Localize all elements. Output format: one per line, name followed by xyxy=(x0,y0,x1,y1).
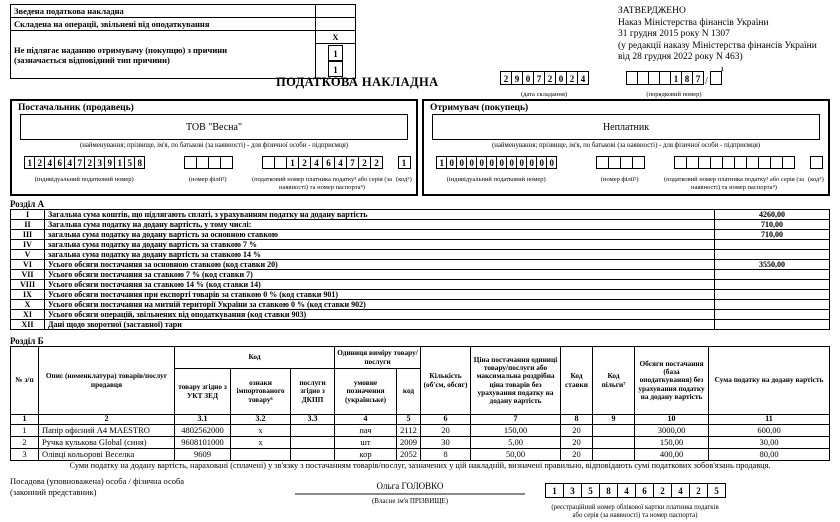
buyer-branch-group xyxy=(593,156,646,184)
seller-code-label: (код⁵) xyxy=(396,176,412,183)
digit-box: 0 xyxy=(516,156,527,169)
cell: 4802562000 xyxy=(175,425,231,437)
cell xyxy=(593,425,635,437)
official-person-label xyxy=(10,476,184,498)
cell xyxy=(715,290,830,300)
digit-box: 2 xyxy=(689,483,708,498)
cell: Усього обсяги операцій, звільнених від оподаткування (код ставки 903) xyxy=(45,310,715,320)
number-boxes xyxy=(626,71,703,88)
cell xyxy=(715,300,830,310)
cell: X xyxy=(11,300,45,310)
digit-box: 4 xyxy=(671,483,690,498)
col-header-import: ознаки імпортованого товару⁶ xyxy=(231,369,291,415)
date-boxes xyxy=(500,71,588,89)
col-number: 1 xyxy=(11,415,39,425)
digit-box: 0 xyxy=(446,156,457,169)
table-row xyxy=(11,320,830,330)
digit-box: 6 xyxy=(54,156,65,169)
section-a xyxy=(10,199,830,330)
buyer-branch-label: (номер філії²) xyxy=(600,176,639,183)
cell: 30 xyxy=(421,437,471,449)
table-row xyxy=(11,260,830,270)
seller-taxnum-boxes xyxy=(256,156,388,174)
cell xyxy=(291,449,335,461)
cell xyxy=(231,449,291,461)
cell: 4260,00 xyxy=(715,210,830,220)
cell: Загальна сума коштів, що підлягають сплаті, з урахуванням податку на додану вартість xyxy=(45,210,715,220)
date-block xyxy=(500,71,588,99)
column-number-row xyxy=(11,415,830,425)
cell: кор xyxy=(335,449,397,461)
section-b-title: Розділ Б xyxy=(10,336,44,346)
reason-type-digit: 1 xyxy=(328,45,343,61)
cell xyxy=(593,437,635,449)
seller-block xyxy=(10,99,418,196)
table-row xyxy=(11,220,830,230)
col-header-vat: Сума податку на додану вартість xyxy=(709,347,830,415)
seller-ipn-boxes xyxy=(19,156,149,174)
cell: VI xyxy=(11,260,45,270)
cell: I xyxy=(11,210,45,220)
digit-box: 1 xyxy=(286,156,299,169)
cell: 8 xyxy=(421,449,471,461)
table-row xyxy=(11,210,830,220)
digit-box: 0 xyxy=(486,156,497,169)
digit-box: 1 xyxy=(436,156,447,169)
cell: загальна сума податку на додану вартість за ставкою 7 % xyxy=(45,240,715,250)
cell: пач xyxy=(335,425,397,437)
cell: 9609 xyxy=(175,449,231,461)
digit-box: 2 xyxy=(544,71,556,85)
section-a-title: Розділ А xyxy=(10,199,45,209)
buyer-code-label: (код⁵) xyxy=(808,176,824,183)
buyer-name-field: Неплатник xyxy=(432,114,820,140)
digit-box: 0 xyxy=(555,71,567,85)
buyer-code-box xyxy=(808,156,823,174)
col-number: 7 xyxy=(471,415,561,425)
not-issued-line1: Не підлягає наданню отримувачу (покупцю) з причини xyxy=(14,44,228,55)
col-number: 2 xyxy=(39,415,175,425)
cell: Папір офісний А4 MAESTRO xyxy=(39,425,175,437)
digit-box: 5 xyxy=(124,156,135,169)
buyer-ipn-group xyxy=(431,156,561,184)
buyer-code-group xyxy=(808,156,823,184)
seller-ipn-label: (індивідуальний податковий номер) xyxy=(34,176,134,183)
digit-box: 5 xyxy=(707,483,726,498)
official-person-line1: Посадова (уповноважена) особа / фізична особа xyxy=(10,476,185,486)
approved-line: 31 грудня 2015 року N 1307 xyxy=(618,29,730,39)
cell: 2112 xyxy=(397,425,421,437)
registration-number-label-line1: (реєстраційний номер облікової картки платника податків xyxy=(551,504,719,511)
col-number: 4 xyxy=(335,415,397,425)
cell: Усього обсяги постачання за ставкою 14 % (код ставки 14) xyxy=(45,280,715,290)
number-block xyxy=(626,67,724,99)
approved-line: від 28 грудня 2022 року N 463) xyxy=(618,52,743,62)
col-header-num: № з/п xyxy=(11,347,39,415)
approved-line: Наказ Міністерства фінансів України xyxy=(618,17,769,28)
digit-box: 2 xyxy=(298,156,311,169)
col-header-volume: Обсяги постачання (база оподаткування) без урахування податку на додану вартість xyxy=(635,347,709,415)
cell: 20 xyxy=(421,425,471,437)
cell: х xyxy=(231,425,291,437)
cell: XI xyxy=(11,310,45,320)
buyer-ipn-label: (індивідуальний податковий номер) xyxy=(446,176,546,183)
cell: 30,00 xyxy=(709,437,830,449)
digit-box: 0 xyxy=(466,156,477,169)
table-row xyxy=(11,300,830,310)
digit-box: 2 xyxy=(653,483,672,498)
x-mark-cell: X xyxy=(316,31,356,44)
cell: Усього обсяги постачання за ставкою 7 % (код ставки 7) xyxy=(45,270,715,280)
cell: 150,00 xyxy=(471,425,561,437)
reason-type-cell xyxy=(316,44,356,79)
reason-type-digit: 1 xyxy=(328,61,343,77)
col-number: 6 xyxy=(421,415,471,425)
registration-number-boxes xyxy=(545,483,725,501)
digit-box: 0 xyxy=(496,156,507,169)
table-row xyxy=(11,240,830,250)
cell: Усього обсяги постачання при експорті товарів за ставкою 0 % (код ставки 901) xyxy=(45,290,715,300)
cell: 150,00 xyxy=(635,437,709,449)
digit-box: 5 xyxy=(581,483,600,498)
cell: х xyxy=(231,437,291,449)
digit-box: 8 xyxy=(599,483,618,498)
col-header-rate: Код ставки xyxy=(561,347,593,415)
cell xyxy=(291,425,335,437)
col-header-code-group: Код xyxy=(175,347,335,369)
buyer-taxnum-group xyxy=(663,156,805,191)
section-b-table xyxy=(10,346,830,461)
col-header-qty: Кількість (об'єм, обсяг) xyxy=(421,347,471,415)
col-number: 3.2 xyxy=(231,415,291,425)
cell: загальна сума податку на додану вартість за ставкою 14 % xyxy=(45,250,715,260)
digit-box: 6 xyxy=(322,156,335,169)
digit-box: 1 xyxy=(545,483,564,498)
number-label: (порядковий номер) xyxy=(646,91,702,98)
cell: загальна сума податку на додану вартість за основною ставкою xyxy=(45,230,715,240)
cell: VIII xyxy=(11,280,45,290)
cell: 5,00 xyxy=(471,437,561,449)
col-header-ukt: товару згідно з УКТ ЗЕД xyxy=(175,369,231,415)
buyer-taxnum-label: (податковий номер платника податку³ або серія (за наявності) та номер паспорта⁴) xyxy=(663,176,805,191)
col-number: 3.1 xyxy=(175,415,231,425)
digit-box: 1 xyxy=(670,71,682,85)
cell: 20 xyxy=(561,449,593,461)
digit-box: 4 xyxy=(617,483,636,498)
exempt-operations-label: Складена на операції, звільнені від оподаткування xyxy=(11,18,316,31)
cell: 9608101000 xyxy=(175,437,231,449)
cell: 2052 xyxy=(397,449,421,461)
digit-box: 8 xyxy=(681,71,693,85)
col-number: 3.3 xyxy=(291,415,335,425)
col-number: 9 xyxy=(593,415,635,425)
cell: 3000,00 xyxy=(635,425,709,437)
digit-box: 2 xyxy=(34,156,45,169)
col-header-dkpp: послуги згідно з ДКПП xyxy=(291,369,335,415)
cell: VII xyxy=(11,270,45,280)
cell: 1 xyxy=(11,425,39,437)
not-issued-line2: (зазначається відповідний тип причини) xyxy=(14,54,170,65)
digit-box: 7 xyxy=(74,156,85,169)
seller-code-group xyxy=(396,156,411,184)
cell xyxy=(715,250,830,260)
cell xyxy=(715,310,830,320)
cell xyxy=(593,449,635,461)
digit-box: 0 xyxy=(526,156,537,169)
page-title: ПОДАТКОВА НАКЛАДНА xyxy=(276,75,439,89)
seller-ipn-group xyxy=(19,156,149,184)
cell: 2009 xyxy=(397,437,421,449)
corner-table xyxy=(10,4,356,79)
digit-box: 2 xyxy=(370,156,383,169)
digit-box: 3 xyxy=(94,156,105,169)
summary-invoice-cell xyxy=(316,5,356,18)
cell: II xyxy=(11,220,45,230)
table-row xyxy=(11,449,830,461)
buyer-block xyxy=(422,99,830,196)
cell xyxy=(291,437,335,449)
date-label: (дата складання) xyxy=(520,91,568,98)
col-number: 5 xyxy=(397,415,421,425)
digit-box: 2 xyxy=(358,156,371,169)
digit-box: 4 xyxy=(44,156,55,169)
seller-branch-label: (номер філії²) xyxy=(188,176,227,183)
cell: XII xyxy=(11,320,45,330)
cell: IV xyxy=(11,240,45,250)
buyer-heading: Отримувач (покупець) xyxy=(430,103,529,113)
digit-box: 7 xyxy=(346,156,359,169)
seller-name-label: (найменування; прізвище, ім'я, по батькові (за наявності) - для фізичної особи - підприємця) xyxy=(80,142,348,149)
footnote-marker: 1 xyxy=(720,67,724,73)
not-issued-label xyxy=(11,31,316,79)
seller-taxnum-label: (податковий номер платника податку³ або серія (за наявності) та номер паспорта⁴) xyxy=(251,176,393,191)
table-row xyxy=(11,437,830,449)
digit-box: 0 xyxy=(456,156,467,169)
cell: Усього обсяги постачання за основною ставкою (код ставки 20) xyxy=(45,260,715,270)
digit-box: 7 xyxy=(533,71,545,85)
cell: 400,00 xyxy=(635,449,709,461)
col-number: 10 xyxy=(635,415,709,425)
registration-number-block xyxy=(545,483,725,520)
digit-box: 4 xyxy=(310,156,323,169)
slash: / xyxy=(705,76,708,87)
digit-box: 0 xyxy=(536,156,547,169)
cell: V xyxy=(11,250,45,260)
digit-box: 4 xyxy=(64,156,75,169)
approved-line: ЗАТВЕРДЖЕНО xyxy=(618,6,686,16)
cell: 710,00 xyxy=(715,220,830,230)
seller-branch-boxes xyxy=(181,156,234,174)
summary-invoice-label: Зведена податкова накладна xyxy=(11,5,316,18)
cell xyxy=(715,270,830,280)
cell: III xyxy=(11,230,45,240)
digit-box xyxy=(632,156,645,169)
digit-box: 9 xyxy=(104,156,115,169)
cell xyxy=(715,280,830,290)
table-row xyxy=(11,310,830,320)
cell xyxy=(715,240,830,250)
table-row xyxy=(11,280,830,290)
digit-box xyxy=(220,156,233,169)
digit-box: 4 xyxy=(577,71,589,85)
seller-code-box xyxy=(396,156,411,174)
table-row xyxy=(11,31,356,44)
cell: 710,00 xyxy=(715,230,830,240)
digit-box: 2 xyxy=(84,156,95,169)
cell: 600,00 xyxy=(709,425,830,437)
cell: 3550,00 xyxy=(715,260,830,270)
table-row xyxy=(11,230,830,240)
signer-name-label: (Власне ім'я ПРІЗВИЩЕ) xyxy=(371,497,449,505)
digit-box: 0 xyxy=(546,156,557,169)
digit-box: 6 xyxy=(635,483,654,498)
table-row xyxy=(11,425,830,437)
digit-box: 1 xyxy=(114,156,125,169)
approved-line: (у редакції наказу Міністерства фінансів України xyxy=(618,40,817,51)
col-number: 11 xyxy=(709,415,830,425)
official-person-line2: (законний представник) xyxy=(10,487,97,497)
digit-box xyxy=(782,156,795,169)
cell: IX xyxy=(11,290,45,300)
signature-block xyxy=(295,481,525,505)
buyer-ipn-boxes xyxy=(431,156,561,174)
table-row xyxy=(11,5,356,18)
buyer-branch-boxes xyxy=(593,156,646,174)
cell: Дані щодо зворотної (заставної) тари xyxy=(45,320,715,330)
digit-box: 0 xyxy=(522,71,534,85)
table-row xyxy=(11,18,356,31)
cell: Олівці кольорові Веселка xyxy=(39,449,175,461)
table-row xyxy=(11,290,830,300)
col-header-descr: Опис (номенклатура) товарів/послуг продавця xyxy=(39,347,175,415)
col-header-unit-group: Одиниця виміру товару/послуги xyxy=(335,347,421,369)
cell: Загальна сума податку на додану вартість, у тому числі: xyxy=(45,220,715,230)
buyer-name-label: (найменування; прізвище, ім'я, по батькові (за наявності) - для фізичної особи - підприємця) xyxy=(492,142,760,149)
col-header-benefit: Код пільги⁷ xyxy=(593,347,635,415)
section-a-table xyxy=(10,209,830,330)
cell: 80,00 xyxy=(709,449,830,461)
digit-box xyxy=(710,71,722,85)
approved-block xyxy=(618,6,836,64)
cell: 3 xyxy=(11,449,39,461)
cell: 20 xyxy=(561,437,593,449)
digit-box: 7 xyxy=(692,71,704,85)
cell: шт xyxy=(335,437,397,449)
digit-box: 1 xyxy=(24,156,35,169)
col-header-price: Ціна постачання одиниці товару/послуги або максимальна роздрібна ціна товарів без урахування податку на додану вартість xyxy=(471,347,561,415)
digit-box: 9 xyxy=(511,71,523,85)
buyer-taxnum-boxes xyxy=(668,156,800,174)
cell: 20 xyxy=(561,425,593,437)
header-row xyxy=(11,347,830,369)
registration-number-label-line2: або серія (за наявності) та номер паспорта) xyxy=(572,512,698,519)
digit-box xyxy=(810,156,823,169)
digit-box: 1 xyxy=(398,156,411,169)
col-header-unit-code: код xyxy=(397,369,421,415)
digit-box: 2 xyxy=(566,71,578,85)
digit-box: 2 xyxy=(500,71,512,85)
section-b xyxy=(10,336,830,461)
table-row xyxy=(11,270,830,280)
seller-branch-group xyxy=(181,156,234,184)
digit-box: 4 xyxy=(334,156,347,169)
seller-heading: Постачальник (продавець) xyxy=(18,103,134,113)
number-suffix-box xyxy=(710,71,721,88)
signer-name: Ольга ГОЛОВКО xyxy=(295,481,525,495)
cell: Ручка кулькова Global (синя) xyxy=(39,437,175,449)
cell: 50,00 xyxy=(471,449,561,461)
digit-box: 8 xyxy=(134,156,145,169)
digit-box: 3 xyxy=(563,483,582,498)
col-number: 8 xyxy=(561,415,593,425)
cell: Усього обсяги постачання на митній території України за ставкою 0 % (код ставки 902) xyxy=(45,300,715,310)
col-header-unit-name: умовне позначення (українське) xyxy=(335,369,397,415)
seller-taxnum-group xyxy=(251,156,393,191)
table-row xyxy=(11,250,830,260)
digit-box: 0 xyxy=(506,156,517,169)
seller-name-field: ТОВ "Весна" xyxy=(20,114,408,140)
vat-declaration-text: Суми податку на додану вартість, нараховані (сплачені) у зв'язку з постачанням товарів/послуг, зазначених у цій накладній, визначені правильно, відповідають сумі податкових зобов'язань продавця. xyxy=(69,461,771,470)
exempt-operations-cell xyxy=(316,18,356,31)
digit-box: 0 xyxy=(476,156,487,169)
cell: 2 xyxy=(11,437,39,449)
cell xyxy=(715,320,830,330)
